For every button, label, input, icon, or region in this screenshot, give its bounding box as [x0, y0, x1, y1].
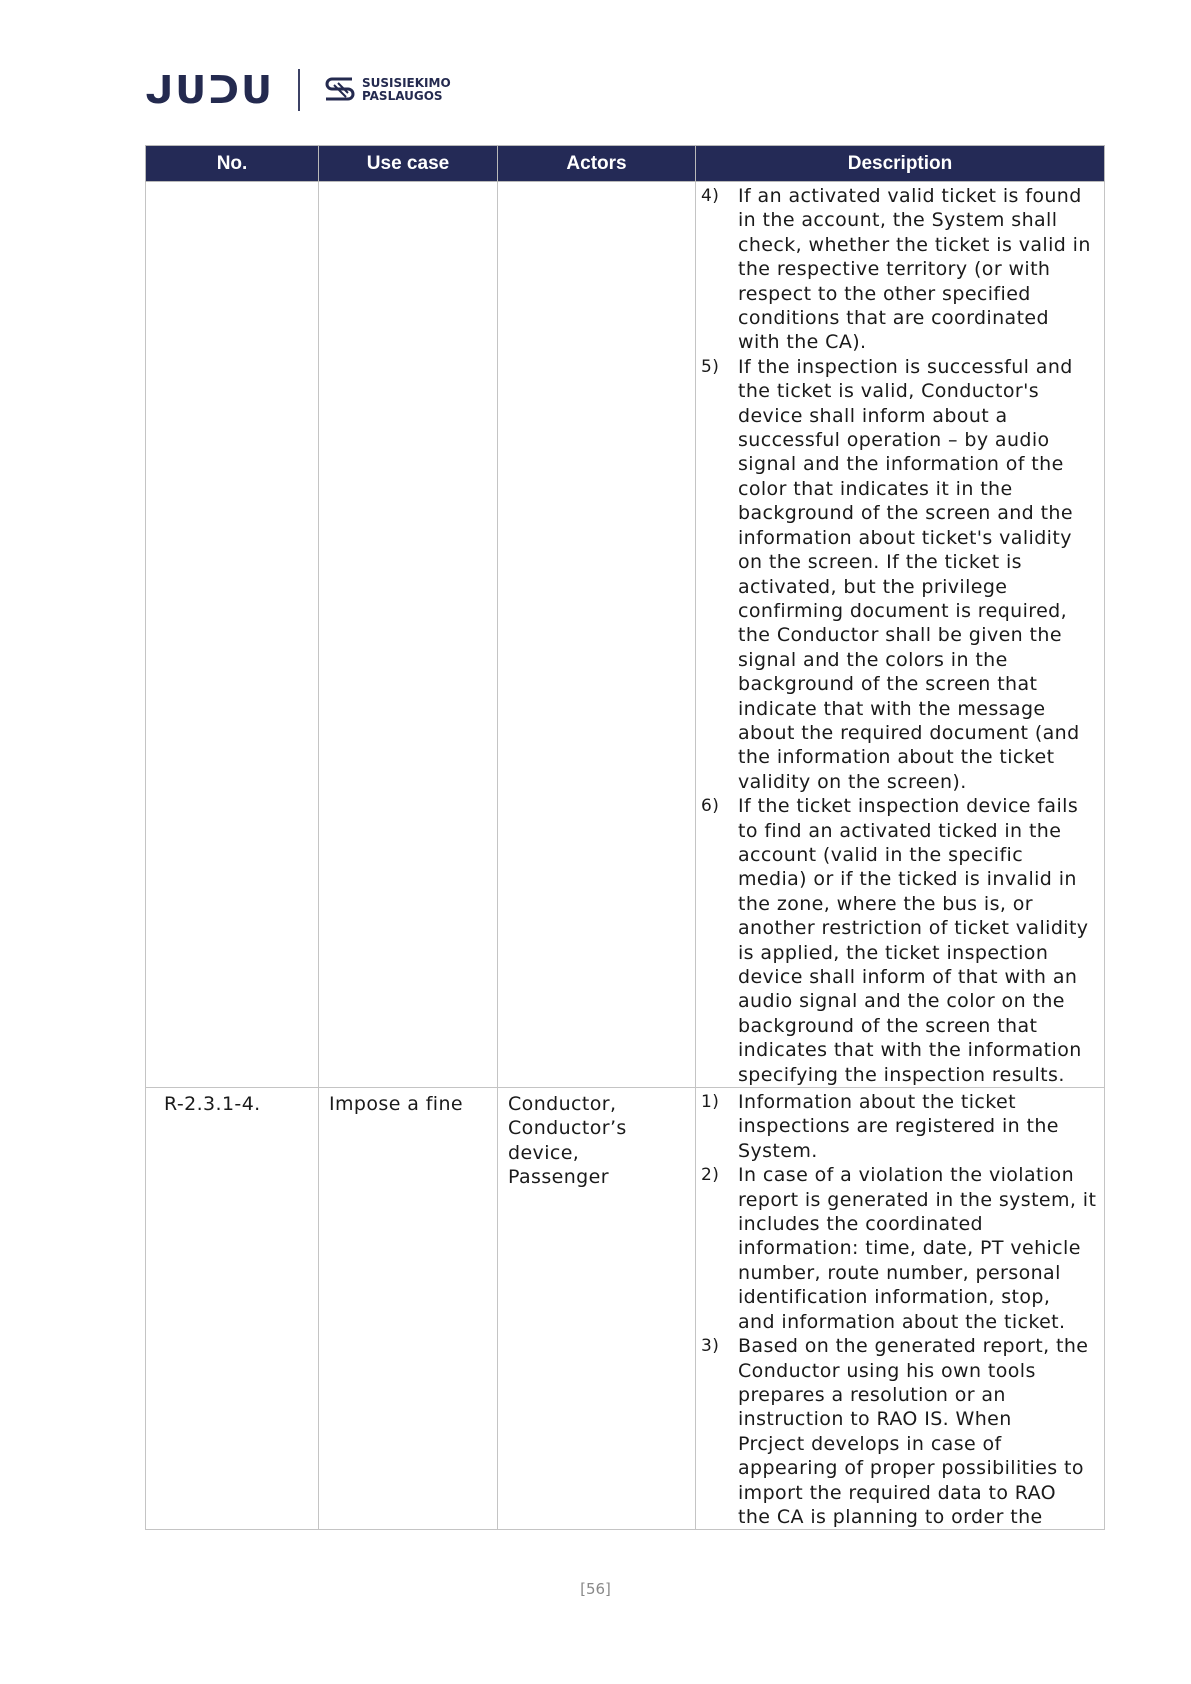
cell-actors — [498, 1088, 696, 1530]
description-step — [701, 794, 1098, 1087]
actor: Conductor’s — [508, 1117, 627, 1140]
col-header-no: No. — [146, 146, 319, 182]
step-number: 5) — [701, 356, 720, 377]
description-step — [701, 1334, 1098, 1529]
step-text-line: If the ticket inspection device fails — [738, 795, 1079, 818]
sp-logo-icon — [322, 75, 358, 105]
step-text-line: indicate that with the message — [738, 697, 1046, 720]
step-text-line: account (valid in the specific — [738, 843, 1024, 866]
susisiekimo-paslaugos-logo — [322, 75, 451, 105]
step-text-line: number, route number, personal — [738, 1261, 1061, 1284]
step-number: 1) — [701, 1092, 720, 1113]
table-row — [146, 1088, 1105, 1530]
step-text-line: System. — [738, 1139, 818, 1162]
actor: device, — [508, 1141, 580, 1164]
page-number: [56] — [580, 1580, 611, 1598]
step-text-line: information about ticket's validity — [738, 526, 1072, 549]
cell-no — [146, 182, 319, 1088]
step-text-line: the CA is planning to order the — [738, 1505, 1043, 1528]
table-header-row — [146, 146, 1105, 182]
step-text-line: in the account, the System shall — [738, 209, 1058, 232]
step-text-line: import the required data to RAO — [738, 1481, 1057, 1504]
step-text-line: validity on the screen). — [738, 770, 967, 793]
col-header-actors: Actors — [498, 146, 696, 182]
step-text-line: successful operation – by audio — [738, 429, 1050, 452]
step-text-line: includes the coordinated — [738, 1213, 983, 1236]
cell-no — [146, 1088, 319, 1530]
logo-text-line2: PASLAUGOS — [361, 89, 443, 103]
step-text-line: Prcject develops in case of — [738, 1432, 1002, 1455]
use-case-number: R-2.3.1-4. — [164, 1093, 261, 1116]
description-step — [701, 1090, 1098, 1163]
step-text-line: with the CA). — [738, 331, 867, 354]
step-text-line: signal and the information of the — [738, 453, 1064, 476]
header-logos — [145, 68, 451, 112]
col-header-use-case: Use case — [319, 146, 498, 182]
cell-use-case — [319, 182, 498, 1088]
step-text-line: on the screen. If the ticket is — [738, 551, 1022, 574]
step-text-line: report is generated in the system, it — [738, 1188, 1097, 1211]
step-text-line: the respective territory (or with — [738, 258, 1051, 281]
step-text-line: If an activated valid ticket is found — [738, 185, 1082, 207]
step-text-line: activated, but the privilege — [738, 575, 1008, 598]
step-text-line: information: time, date, PT vehicle — [738, 1237, 1081, 1260]
step-text-line: background of the screen and the — [738, 502, 1073, 525]
step-text-line: instruction to RAO IS. When — [738, 1408, 1012, 1431]
cell-description — [696, 182, 1105, 1088]
step-text-line: audio signal and the color on the — [738, 990, 1065, 1013]
step-text-line: the Conductor shall be given the — [738, 624, 1062, 647]
judu-logo: ᒍUᑐU — [145, 68, 274, 112]
step-text-line: Information about the ticket — [738, 1091, 1016, 1114]
step-text-line: the information about the ticket — [738, 746, 1055, 769]
table-row — [146, 182, 1105, 1088]
step-text-line: media) or if the ticked is invalid in — [738, 868, 1077, 891]
col-header-description: Description — [696, 146, 1105, 182]
step-text-line: another restriction of ticket validity — [738, 917, 1089, 940]
step-text-line: background of the screen that — [738, 1014, 1038, 1037]
step-text-line: to find an activated ticked in the — [738, 819, 1062, 842]
step-text-line: device shall inform of that with an — [738, 966, 1078, 988]
step-text-line: If the inspection is successful and — [738, 355, 1073, 378]
step-text-line: Based on the generated report, the — [738, 1335, 1089, 1358]
cell-description — [696, 1088, 1105, 1530]
step-text-line: prepares a resolution or an — [738, 1383, 1006, 1406]
step-text-line: In case of a violation the violation — [738, 1164, 1075, 1187]
step-number: 6) — [701, 796, 720, 817]
step-text-line: appearing of proper possibilities to — [738, 1457, 1084, 1480]
step-text-line: Conductor using his own tools — [738, 1359, 1036, 1382]
step-number: 2) — [701, 1165, 720, 1186]
step-text-line: specifying the inspection results. — [738, 1063, 1065, 1086]
description-step — [701, 1163, 1098, 1334]
step-text-line: and information about the ticket. — [738, 1310, 1066, 1333]
step-text-line: confirming document is required, — [738, 599, 1068, 622]
step-text-line: about the required document (and — [738, 721, 1080, 744]
actor: Conductor, — [508, 1093, 617, 1116]
step-text-line: background of the screen that — [738, 673, 1038, 696]
step-text-line: device shall inform about a — [738, 404, 1008, 427]
use-case-table — [145, 145, 1105, 1530]
step-text-line: inspections are registered in the — [738, 1115, 1059, 1138]
step-text-line: check, whether the ticket is valid in — [738, 233, 1091, 256]
step-text-line: signal and the colors in the — [738, 648, 1008, 671]
step-number: 4) — [701, 186, 720, 206]
description-step — [701, 184, 1098, 355]
step-text-line: the ticket is valid, Conductor's — [738, 380, 1039, 403]
step-text-line: conditions that are coordinated — [738, 307, 1049, 330]
description-step — [701, 355, 1098, 794]
logo-text-line1: SUSISIEKIMO — [361, 76, 451, 90]
step-number: 3) — [701, 1336, 720, 1357]
step-text-line: color that indicates it in the — [738, 477, 1013, 500]
logo-divider — [298, 69, 300, 111]
step-text-line: the zone, where the bus is, or — [738, 892, 1033, 915]
step-text-line: identification information, stop, — [738, 1286, 1051, 1309]
step-text-line: indicates that with the information — [738, 1039, 1082, 1062]
step-text-line: is applied, the ticket inspection — [738, 941, 1049, 964]
actor: Passenger — [508, 1166, 609, 1189]
cell-use-case — [319, 1088, 498, 1530]
step-text-line: respect to the other specified — [738, 282, 1031, 305]
cell-actors — [498, 182, 696, 1088]
use-case-name: Impose a fine — [329, 1093, 464, 1116]
